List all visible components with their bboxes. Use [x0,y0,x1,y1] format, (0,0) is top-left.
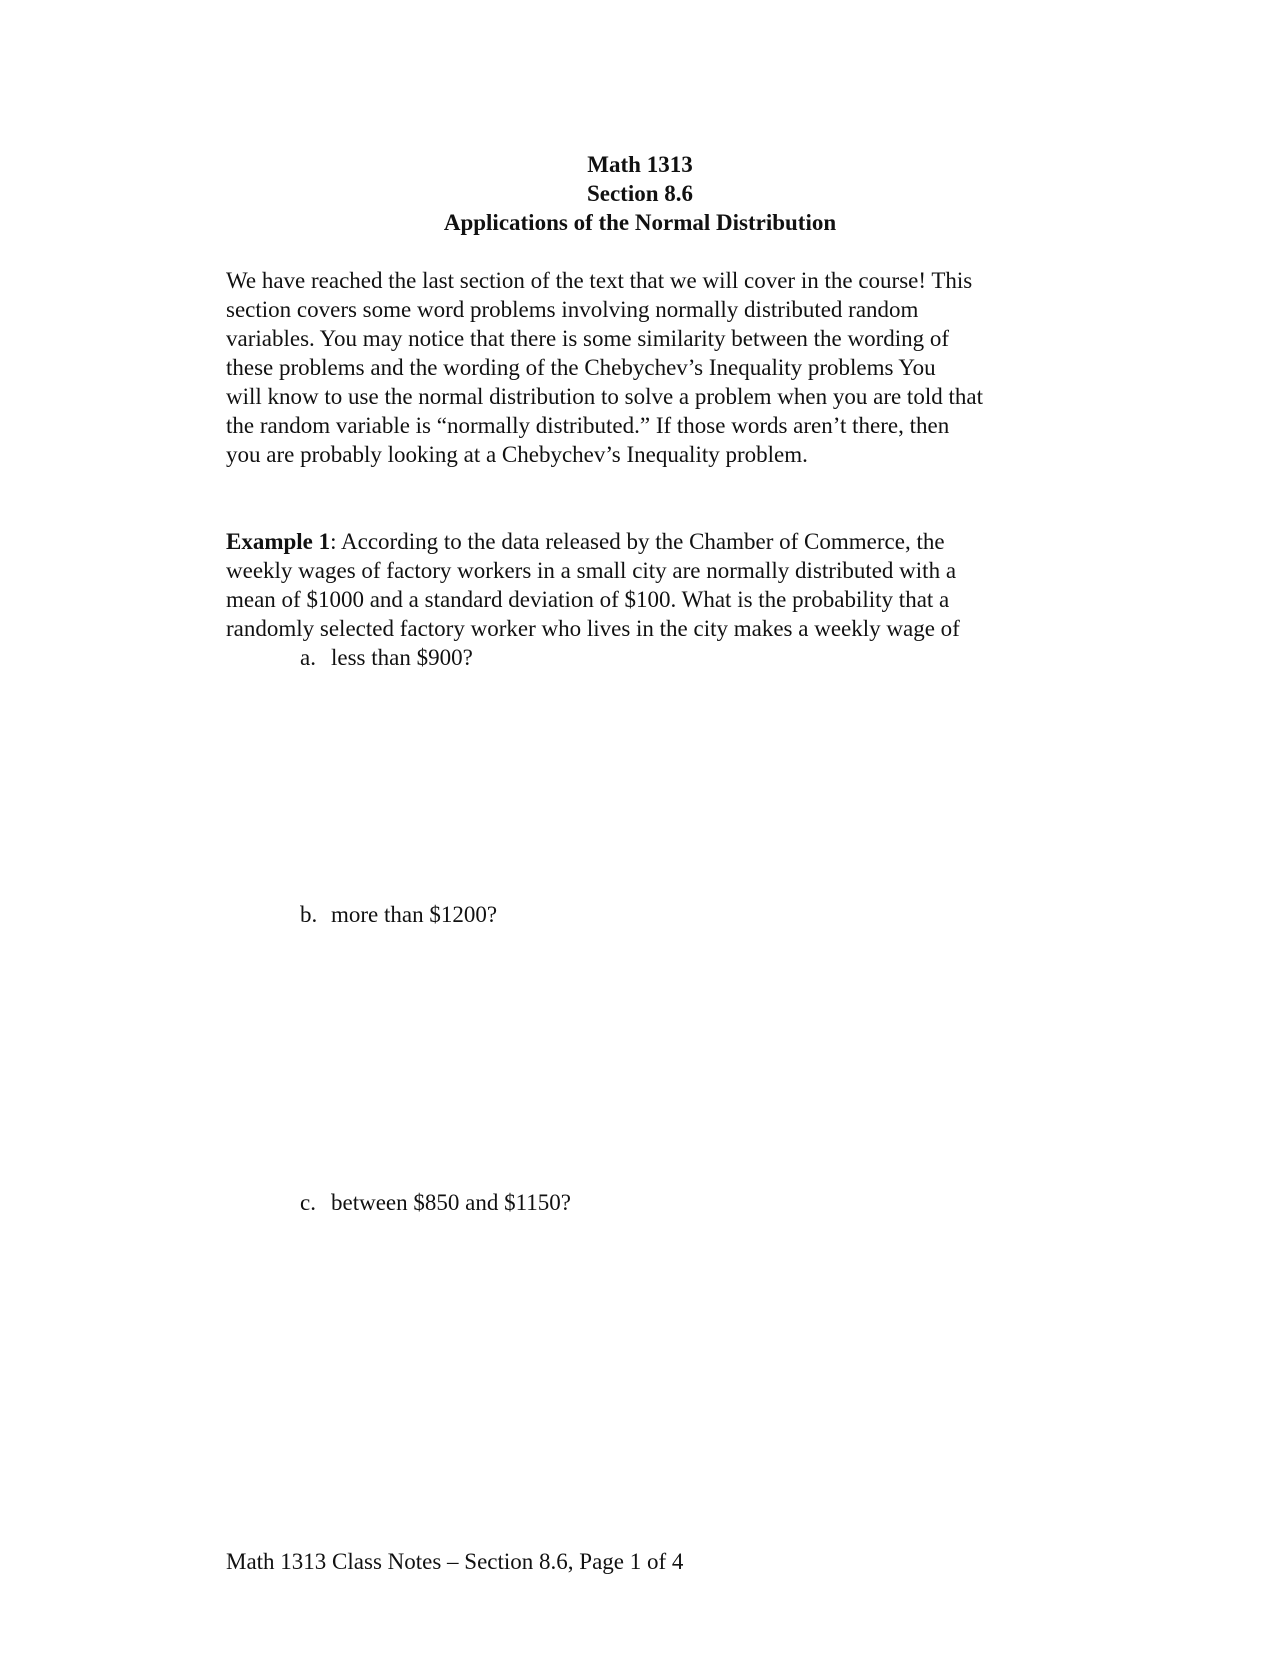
intro-line: will know to use the normal distribution to solve a problem when you are told that [226,384,983,409]
part-b [300,900,497,929]
part-b-letter: b. [300,902,318,927]
part-a [300,643,473,672]
part-c-text: between $850 and $1150? [331,1190,571,1215]
page-footer: Math 1313 Class Notes – Section 8.6, Page 1 of 4 [226,1549,684,1574]
example-1-first-line-text: : According to the data released by the Chamber of Commerce, the [330,529,945,554]
section-title: Section 8.6 [586,181,694,206]
example-1-label: Example 1 [226,529,331,554]
part-a-text: less than $900? [331,645,473,670]
example-1-line: weekly wages of factory workers in a small city are normally distributed with a [226,558,957,583]
part-b-text: more than $1200? [331,902,498,927]
page-header [0,150,1280,237]
part-c-letter: c. [300,1190,316,1215]
intro-line: you are probably looking at a Chebychev’s Inequality problem. [226,442,808,467]
intro-line: section covers some word problems involving normally distributed random [226,297,919,322]
intro-paragraph [226,266,1066,469]
example-1-paragraph [226,527,1066,643]
example-1-line: randomly selected factory worker who lives in the city makes a weekly wage of [226,616,960,641]
page-title: Applications of the Normal Distribution [443,210,837,235]
course-title: Math 1313 [587,152,693,177]
intro-line: these problems and the wording of the Chebychev’s Inequality problems You [226,355,936,380]
part-c [300,1188,571,1217]
intro-line: We have reached the last section of the text that we will cover in the course! This [226,268,973,293]
example-1-first-line [226,527,1066,556]
intro-line: variables. You may notice that there is some similarity between the wording of [226,326,950,351]
example-1-line: mean of $1000 and a standard deviation of $100. What is the probability that a [226,587,950,612]
part-a-letter: a. [300,645,316,670]
intro-line: the random variable is “normally distributed.” If those words aren’t there, then [226,413,950,438]
